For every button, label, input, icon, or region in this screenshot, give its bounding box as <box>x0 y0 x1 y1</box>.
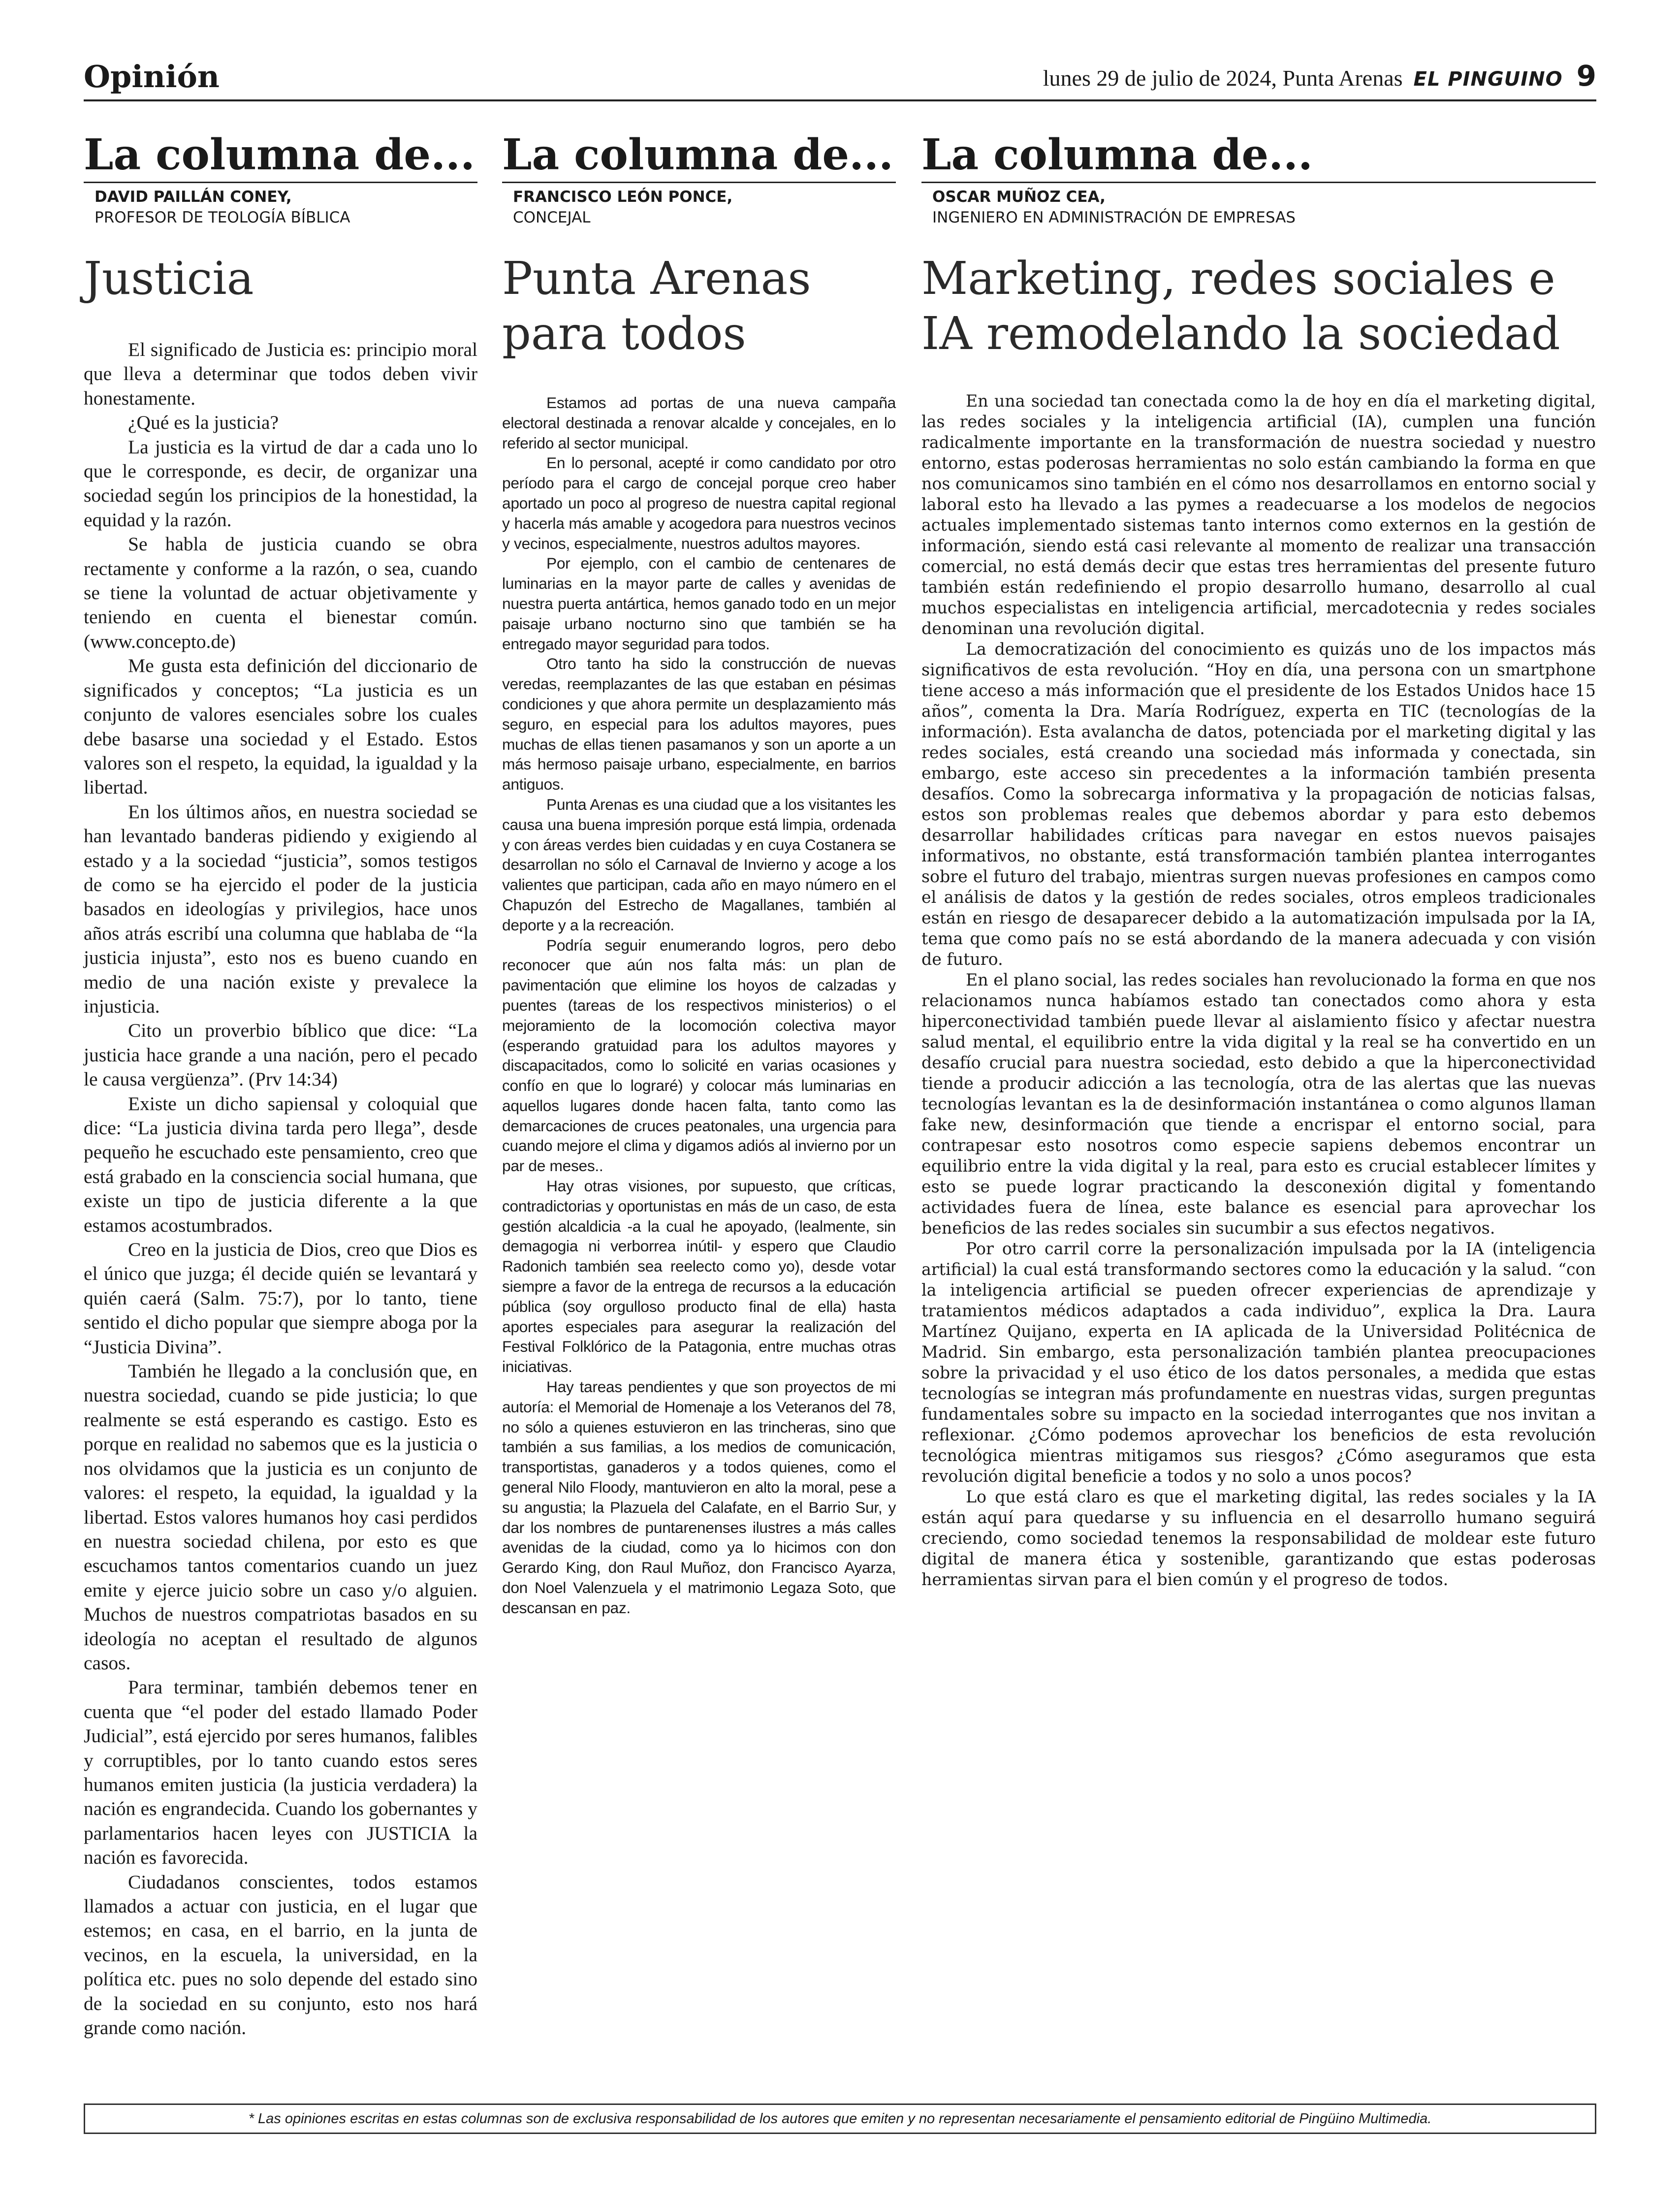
author-role: CONCEJAL <box>513 209 591 226</box>
paragraph: Podría seguir enumerando logros, pero debo reconocer que aún nos falta más: un plan de pavimentación que elimine los hoyos de calzadas y puentes (tareas de los respectivos ministerios) o el mejoramiento de la locomoción colectiva mayor (esperando gratuidad para los adultos mayores y discapacitados, como lo solicité en varias ocasiones y confío en que lo lograré) y colocar más luminarias en aquellos lugares donde hacen falta, tanto como las demarcaciones de cruces peatonales, una urgencia para cuando mejore el clima y digamos adiós al invierno por un par de meses.. <box>502 936 896 1175</box>
paragraph: Lo que está claro es que el marketing digital, las redes sociales y la IA están aquí para quedarse y su influencia en el desarrollo humano seguirá creciendo, como sociedad tenemos la responsabilidad de moldear este futuro digital de manera ética y sostenible, garantizando que estas poderosas herramientas sirvan para el bien común y el progreso de todos. <box>921 1487 1596 1589</box>
article-body <box>502 393 896 1618</box>
author-role: PROFESOR DE TEOLOGÍA BÍBLICA <box>95 209 350 226</box>
column-justicia <box>84 130 477 2090</box>
paragraph: Ciudadanos conscientes, todos estamos llamados a actuar con justicia, en el lugar que estemos; en casa, en el barrio, en la junta de vecinos, en la escuela, la universidad, en la política etc. pues no solo depende del estado sino de la sociedad en su conjunto, esto nos hará grande como nación. <box>84 1871 477 2039</box>
paragraph: Me gusta esta definición del diccionario de significados y conceptos; “La justicia es un conjunto de valores esenciales sobre los cuales debe basarse una sociedad y el Estado. Estos valores son el respeto, la equidad, la igualdad y la libertad. <box>84 655 477 798</box>
paragraph: Por otro carril corre la personalización impulsada por la IA (inteligencia artificial) la cual está transformando sectores como la educación y la salud. “con la inteligencia artificial se pueden ofrecer experiencias de aprendizaje y tratamientos médicos adaptados a cada individuo”, explica la Dra. Laura Martínez Quijano, experta en IA aplicada de la Universidad Politécnica de Madrid. Sin embargo, esta personalización también plantea preocupaciones sobre la privacidad y el uso ético de los datos personales, a medida que estas tecnologías se integran más profundamente en nuestras vidas, surgen preguntas fundamentales sobre su impacto en la sociedad interrogantes que nos invitan a reflexionar. ¿Cómo podemos aprovechar los beneficios de esta revolución tecnológica mientras mitigamos sus riesgos? ¿Cómo aseguramos que esta revolución digital beneficie a todos y no solo a unos pocos? <box>921 1239 1596 1486</box>
paragraph: Hay tareas pendientes y que son proyectos de mi autoría: el Memorial de Homenaje a los Veteranos del 78, no sólo a quienes estuvieron en las trincheras, sino que también a sus familias, a los medios de comunicación, transportistas, ganaderos y a todos quienes, como el general Nilo Floody, mantuvieron en alto la moral, pese a su angustia; la Plazuela del Calafate, en el Barrio Sur, y dar los nombres de puntarenenses ilustres a más calles avenidas de la ciudad, como ya lo hicimos con don Gerardo King, don Raul Muñoz, don Francisco Ayarza, don Noel Valenzuela y el matrimonio Legaza Soto, que descansan en paz. <box>502 1378 896 1617</box>
column-kicker: La columna de... <box>84 130 477 183</box>
author-name: DAVID PAILLÁN CONEY, <box>95 188 292 206</box>
article-title: Punta Arenas para todos <box>502 252 811 360</box>
paragraph: También he llegado a la conclusión que, en nuestra sociedad, cuando se pide justicia; lo que realmente se está esperando es castigo. Esto es porque en realidad no sabemos que es la justicia o nos olvidamos que la justicia es un conjunto de valores: el respeto, la equidad, la igualdad y la libertad. Estos valores humanos hoy casi perdidos en nuestra sociedad chilena, por esto es que escuchamos tantos comentarios cuando un juez emite y ejerce juicio sobre un caso y/o alguien. Muchos de nuestros compatriotas basados en su ideología no aceptan el resultado de algunos casos. <box>84 1360 477 1674</box>
paragraph: ¿Qué es la justicia? <box>128 412 279 434</box>
article-title: Justicia <box>84 252 254 305</box>
page-number: 9 <box>1576 59 1596 93</box>
page-header <box>84 58 1596 101</box>
paragraph: Se habla de justicia cuando se obra rectamente y conforme a la razón, o sea, cuando se tiene la voluntad de actuar objetivamente y teniendo en cuenta el bienestar común. (www.concepto.de) <box>84 533 477 652</box>
paragraph: Por ejemplo, con el cambio de centenares de luminarias en la mayor parte de calles y avenidas de nuestra puerta antártica, hemos ganado todo en un mejor paisaje urbano nocturno sino que también se ha entregado mayor seguridad para todos. <box>502 554 896 653</box>
paragraph: Punta Arenas es una ciudad que a los visitantes les causa una buena impresión porque está limpia, ordenada y con áreas verdes bien cuidadas y en cuya Costanera se desarrollan no sólo el Carnaval de Invierno y acoge a los valientes que participan, cada año en mayo número en el Chapuzón del Estrecho de Magallanes, también al deporte y a la recreación. <box>502 795 896 934</box>
column-kicker: La columna de... <box>921 130 1596 183</box>
paragraph: La democratización del conocimiento es quizás uno de los impactos más significativos de esta revolución. “Hoy en día, una persona con un smartphone tiene acceso a más información que el presidente de los Estados Unidos hace 15 años”, comenta la Dra. María Rodríguez, experta en TIC (tecnologías de la información). Esta avalancha de datos, potenciada por el marketing digital y las redes sociales, está creando una sociedad más informada y conectada, sin embargo, este acceso sin precedentes a la información también presenta desafíos. Como la sobrecarga informativa y la propagación de noticias falsas, estos son problemas reales que debemos abordar y para esto debemos desarrollar habilidades críticas para navegar en estos nuevos paisajes informativos, no obstante, está transformación también plantea interrogantes sobre el futuro del trabajo, mientras surgen nuevas profesiones en campos como el análisis de datos y la gestión de redes sociales, otros empleos tradicionales están en riesgo de desaparecer debido a la automatización impulsada por la IA, tema que como país no se está abordando de la manera adecuada y con visión de futuro. <box>921 639 1596 969</box>
dateline: lunes 29 de julio de 2024, Punta Arenas <box>1043 65 1403 91</box>
paragraph: Para terminar, también debemos tener en cuenta que “el poder del estado llamado Poder Judicial”, está ejercido por seres humanos, falibles y corruptibles, por lo tanto cuando estos seres humanos emiten justicia (la justicia verdadera) la nación es engrandecida. Cuando los gobernantes y parlamentarios hacen leyes con JUSTICIA la nación es favorecida. <box>84 1676 477 1869</box>
author-name: OSCAR MUÑOZ CEA, <box>932 188 1106 206</box>
column-kicker: La columna de... <box>502 130 896 183</box>
column-marketing <box>921 130 1596 2090</box>
paragraph: Otro tanto ha sido la construcción de nuevas veredas, reemplazantes de las que estaban en pésimas condiciones y que ahora permite un desplazamiento más seguro, en especial para los adultos mayores, pues muchas de ellas tienen pasamanos y son un aporte a un más hermoso paisaje urbano, especialmente, en barrios antiguos. <box>502 655 896 794</box>
author-role: INGENIERO EN ADMINISTRACIÓN DE EMPRESAS <box>932 209 1296 226</box>
column-punta-arenas <box>502 130 896 2090</box>
section-name: Opinión <box>84 59 220 95</box>
article-body <box>84 338 477 2040</box>
paragraph: Hay otras visiones, por supuesto, que críticas, contradictorias y oportunistas en más de un caso, de esta gestión alcaldicia -a la cual he apoyado, (lealmente, sin demagogia ni verborrea inútil- y espero que Claudio Radonich también sea reelecto como yo), desde votar siempre a favor de la entrega de recursos a la educación pública (soy orgulloso producto final de ella) hasta aportes especiales para asegurar la realización del Festival Folklórico de la Patagonia, entre muchas otras iniciativas. <box>502 1177 896 1376</box>
paragraph: En una sociedad tan conectada como la de hoy en día el marketing digital, las redes sociales y la inteligencia artificial (IA), cumplen una función radicalmente importante en la transformación de nuestra sociedad y nuestro entorno, estas poderosas herramientas no solo están cambiando la forma en que nos comunicamos sino también en el cómo nos desarrollamos en entorno social y laboral esto ha llevado a las pymes a readecuarse a los modelos de negocios actuales implementado sistemas tanto internos como externos en la gestión de información, siendo está casi relevante al momento de realizar una transacción comercial, no está demás decir que estas tres herramientas del presente futuro también están redefiniendo el propio desarrollo humano, desarrollo al cual muchos especialistas en inteligencia artificial, mercadotecnia y redes sociales denominan una revolución digital. <box>921 391 1596 638</box>
newspaper-logo: EL PINGUINO <box>1413 68 1563 91</box>
author-name: FRANCISCO LEÓN PONCE, <box>513 188 733 206</box>
paragraph: En el plano social, las redes sociales han revolucionado la forma en que nos relacionamos nunca habíamos estado tan conectados como ahora y esta hiperconectividad también puede llevar al aislamiento físico y afectar nuestra salud mental, el equilibrio entre la vida digital y la real se ha convertido en un desafío crucial para nuestra sociedad, esto debido a que la hiperconectividad tiende a producir adicción a las tecnología, otra de las alertas que las nuevas tecnologías levantan es la de desinformación instantánea o como algunos llaman fake new, desinformación que tiende a encrispar el entorno social, para contrapesar esto nosotros como especie sapiens debemos encontrar un equilibrio entre la vida digital y la real, para esto es crucial establecer límites y esto se puede lograr practicando la desconexión digital y fomentando actividades fuera de línea, este balance es esencial para aprovechar los beneficios de las redes sociales sin sucumbir a sus efectos negativos. <box>921 970 1596 1238</box>
header-right <box>1043 59 1596 93</box>
paragraph: Estamos ad portas de una nueva campaña electoral destinada a renovar alcalde y concejales, en lo referido al sector municipal. <box>502 394 896 452</box>
paragraph: El significado de Justicia es: principio moral que lleva a determinar que todos deben vivir honestamente. <box>84 339 477 409</box>
paragraph: En los últimos años, en nuestra sociedad se han levantado banderas pidiendo y exigiendo al estado y a la sociedad “justicia”, somos testigos de como se ha ejercido el poder de la justicia basados en ideologías y privilegios, hace unos años atrás escribí una columna que hablaba de “la justicia injusta”, esto nos es bueno cuando en medio de una nación existe y prevalece la injusticia. <box>84 800 477 1017</box>
disclaimer-footnote: * Las opiniones escritas en estas columnas son de exclusiva responsabilidad de los autores que emiten y no representan necesariamente el pensamiento editorial de Pingüino Multimedia. <box>84 2103 1596 2134</box>
article-title: Marketing, redes sociales e IA remodelando la sociedad <box>921 252 1560 360</box>
article-body <box>921 391 1596 1590</box>
paragraph: Cito un proverbio bíblico que dice: “La justicia hace grande a una nación, pero el pecado le causa vergüenza”. (Prv 14:34) <box>84 1019 477 1090</box>
paragraph: En lo personal, acepté ir como candidato por otro período para el cargo de concejal porque creo haber aportado un poco al progreso de nuestra capital regional y hacerla más amable y acogedora para nuestros vecinos y vecinos, especialmente, nuestros adultos mayores. <box>502 454 896 552</box>
paragraph: La justicia es la virtud de dar a cada uno lo que le corresponde, es decir, de organizar una sociedad según los principios de la honestidad, la equidad y la razón. <box>84 436 477 531</box>
paragraph: Creo en la justicia de Dios, creo que Dios es el único que juzga; él decide quién se levantará y quién caerá (Salm. 75:7), por lo tanto, tiene sentido el dicho popular que siempre aboga por la “Justicia Divina”. <box>84 1239 477 1358</box>
paragraph: Existe un dicho sapiensal y coloquial que dice: “La justicia divina tarda pero llega”, desde pequeño he escuchado este pensamiento, creo que está grabado en la consciencia social humana, que existe un tipo de justicia diferente a la que estamos acostumbrados. <box>84 1092 477 1236</box>
